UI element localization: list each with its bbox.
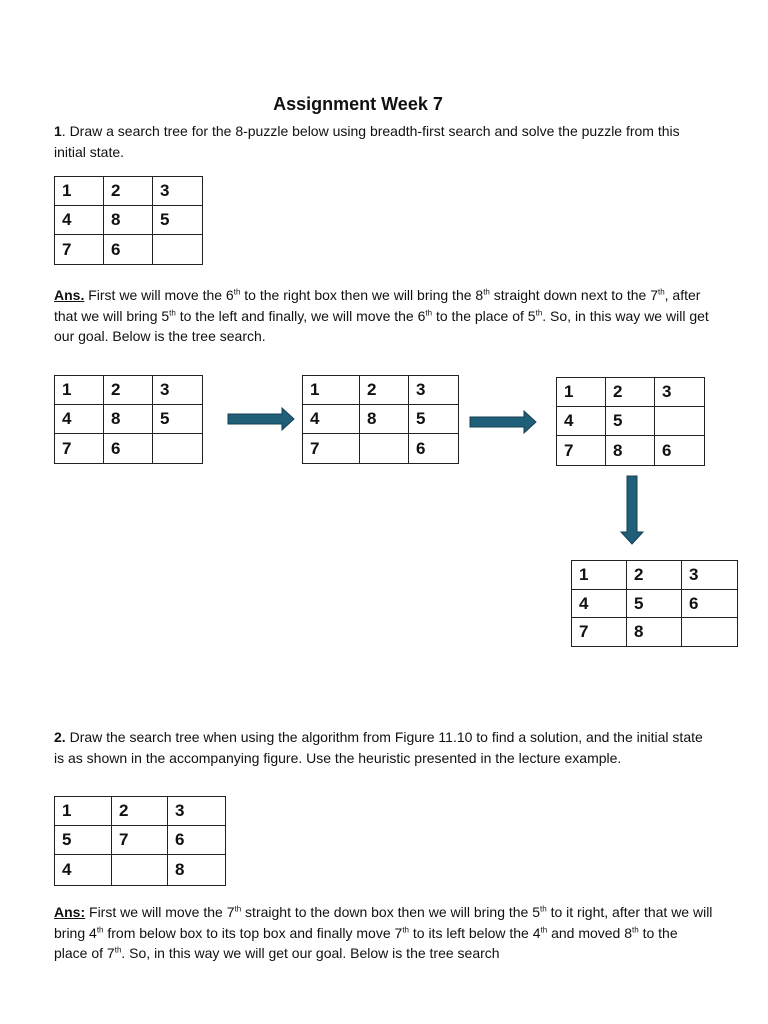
puzzle-cell: 8 [104,405,153,434]
puzzle-cell: 1 [55,376,104,405]
puzzle-1-initial-state [54,176,203,265]
answer-text: . So, in this way we will get our goal. Below is the tree search. [54,307,709,344]
puzzle-cell: 4 [55,855,112,886]
ordinal-suffix: th [96,924,104,934]
answer-text: First we will move the 6 [84,287,234,303]
puzzle-cell: 4 [55,405,104,434]
puzzle-cell: 3 [153,177,203,206]
answer-text: First we will move the 7 [85,904,235,920]
puzzle-cell: 4 [303,405,360,434]
puzzle-cell: 7 [572,618,627,647]
puzzle-cell [153,235,203,265]
ordinal-suffix: th [169,307,176,317]
answer-1-label: Ans. [54,287,85,303]
tree-state-2 [302,375,459,464]
puzzle-cell: 5 [606,407,655,436]
puzzle-cell: 1 [303,376,360,405]
puzzle-cell: 1 [55,177,104,206]
puzzle-cell [112,855,168,886]
answer-1 [54,285,714,347]
answer-2 [54,902,714,964]
ordinal-suffix: th [114,945,122,955]
question-1-text: . Draw a search tree for the 8-puzzle below using breadth-first search and solve the puzzle from this initial state. [54,123,680,160]
puzzle-cell: 1 [572,561,627,590]
question-2 [54,727,714,768]
puzzle-cell: 1 [55,797,112,826]
puzzle-cell: 7 [557,436,606,466]
answer-text: to its left below the 4 [408,924,541,941]
answer-text: , after that we will bring 5 [54,287,701,324]
puzzle-cell: 5 [409,405,459,434]
puzzle-cell: 2 [112,797,168,826]
puzzle-cell: 8 [168,855,226,886]
down-arrow-icon [619,474,645,546]
ordinal-suffix: th [402,924,409,934]
question-2-text: Draw the search tree when using the algorithm from Figure 11.10 to find a solution, and the initial state is as shown in the accompanying figure. Use the heuristic presented in the lecture example. [54,729,703,766]
answer-text: to the right box then we will bring the 8 [240,287,484,303]
puzzle-cell: 3 [409,376,459,405]
right-arrow-icon [468,409,538,435]
puzzle-cell: 8 [360,405,409,434]
puzzle-cell [655,407,705,436]
question-1-number: 1 [54,123,62,139]
ordinal-suffix: th [632,924,639,934]
puzzle-cell [153,434,203,464]
puzzle-cell: 6 [104,434,153,464]
ordinal-suffix: th [483,287,490,297]
ordinal-suffix: th [535,307,543,317]
puzzle-cell: 2 [627,561,682,590]
puzzle-cell: 5 [627,590,682,618]
puzzle-cell: 7 [112,826,168,855]
ordinal-suffix: th [233,287,241,297]
puzzle-cell: 4 [55,206,104,235]
puzzle-cell: 4 [572,590,627,618]
puzzle-cell: 2 [606,378,655,407]
puzzle-cell: 6 [168,826,226,855]
answer-text: straight to the down box then we will bring the 5 [241,904,541,920]
ordinal-suffix: th [540,924,548,934]
answer-text: from below box to its top box and finally move 7 [103,924,403,941]
puzzle-cell: 3 [655,378,705,407]
answer-text: and moved 8 [547,924,633,941]
ordinal-suffix: th [425,307,433,317]
puzzle-cell: 2 [104,376,153,405]
puzzle-cell [682,618,738,647]
puzzle-cell: 3 [153,376,203,405]
answer-text: to the left and finally, we will move the 6 [175,307,426,324]
puzzle-cell: 7 [55,235,104,265]
ordinal-suffix: th [657,287,665,297]
answer-text: straight down next to the 7 [489,287,658,303]
puzzle-cell: 5 [55,826,112,855]
answer-2-label: Ans: [54,904,86,920]
puzzle-cell: 4 [557,407,606,436]
puzzle-cell: 8 [606,436,655,466]
answer-text: . So, in this way we will get our goal. Below is the tree search [121,945,500,961]
page-title: Assignment Week 7 [273,94,443,114]
puzzle-cell: 2 [360,376,409,405]
puzzle-cell: 3 [168,797,226,826]
tree-state-3 [556,377,705,466]
tree-state-goal [571,560,738,647]
tree-state-1 [54,375,203,464]
puzzle-cell: 6 [682,590,738,618]
answer-text: to the place of 5 [432,307,536,324]
puzzle-2-initial-state [54,796,226,886]
answer-text: to the place of 7 [54,924,678,961]
puzzle-cell: 6 [655,436,705,466]
answer-text: to it right, after that we will bring 4 [54,904,713,941]
question-2-number: 2. [54,729,66,745]
puzzle-cell: 2 [104,177,153,206]
ordinal-suffix: th [540,904,547,914]
puzzle-cell: 6 [104,235,153,265]
right-arrow-icon [226,406,296,432]
puzzle-cell: 1 [557,378,606,407]
ordinal-suffix: th [234,904,242,914]
puzzle-cell: 5 [153,405,203,434]
puzzle-cell: 7 [303,434,360,464]
puzzle-cell: 8 [104,206,153,235]
puzzle-cell: 7 [55,434,104,464]
puzzle-cell: 3 [682,561,738,590]
puzzle-cell: 8 [627,618,682,647]
puzzle-cell: 5 [153,206,203,235]
question-1 [54,121,714,162]
puzzle-cell [360,434,409,464]
puzzle-cell: 6 [409,434,459,464]
